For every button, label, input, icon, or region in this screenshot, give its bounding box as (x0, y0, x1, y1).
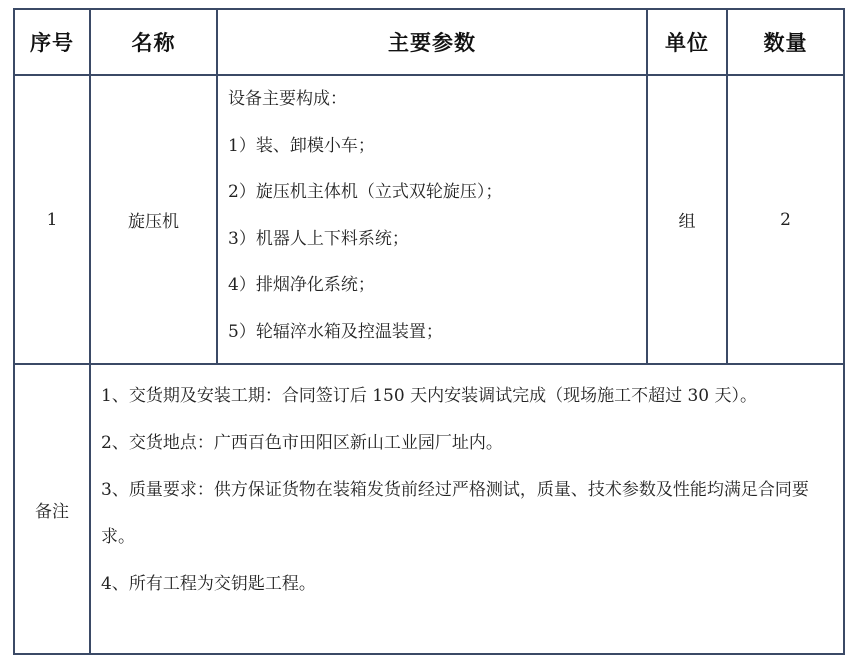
cell-params (217, 75, 647, 364)
remarks-label: 备注 (14, 364, 90, 654)
remarks-content (90, 364, 844, 654)
cell-qty: 2 (727, 75, 844, 364)
remarks-row (14, 364, 844, 654)
param-line: 2）旋压机主体机（立式双轮旋压）； (228, 182, 503, 202)
cell-unit: 组 (647, 75, 727, 364)
header-index: 序号 (14, 9, 90, 75)
cell-name: 旋压机 (90, 75, 217, 364)
param-line: 1）装、卸模小车； (228, 135, 375, 156)
remark-item: 4、所有工程为交钥匙工程。 (101, 574, 316, 594)
header-name: 名称 (90, 9, 217, 75)
param-line: 设备主要构成： (228, 89, 347, 109)
equipment-table (13, 8, 845, 655)
param-line: 4）排烟净化系统； (228, 275, 375, 295)
param-line: 3）机器人上下料系统； (228, 228, 409, 249)
remark-item: 1、交货期及安装工期：合同签订后 150 天内安装调试完成（现场施工不超过 30 天）。 (101, 386, 758, 406)
remark-item: 3、质量要求：供方保证货物在装箱发货前经过严格测试，质量、技术参数及性能均满足合同要求。 (101, 480, 809, 547)
remark-item: 2、交货地点：广西百色市田阳区新山工业园厂址内。 (101, 433, 503, 453)
header-row (14, 9, 844, 75)
header-qty: 数量 (727, 9, 844, 75)
header-params: 主要参数 (217, 9, 647, 75)
param-line: 5）轮辐淬水箱及控温装置； (228, 321, 443, 342)
equipment-table-container (13, 8, 845, 655)
header-unit: 单位 (647, 9, 727, 75)
table-row (14, 75, 844, 364)
cell-index: 1 (14, 75, 90, 364)
